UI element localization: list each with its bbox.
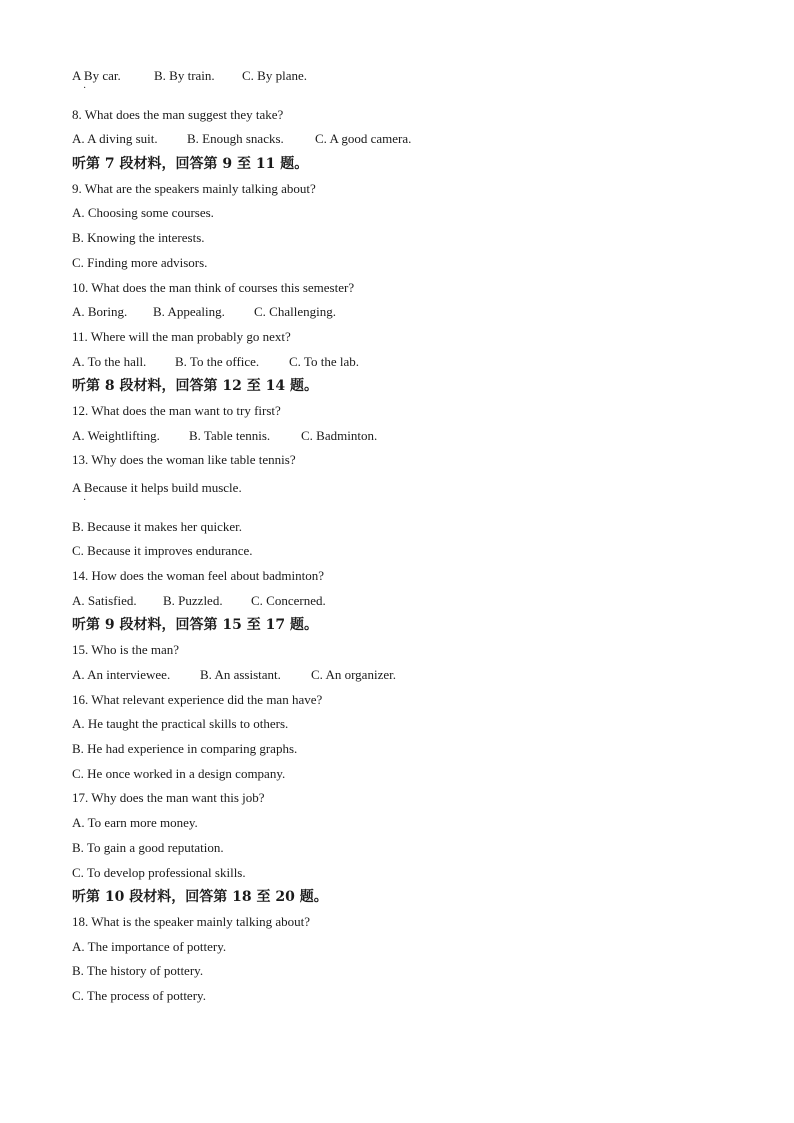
q10-option-c: C. Challenging. <box>254 304 336 319</box>
q18-question: 18. What is the speaker mainly talking about? <box>72 914 311 929</box>
q18-option-c: C. The process of pottery. <box>72 988 206 1003</box>
q13-option-b: B. Because it makes her quicker. <box>72 519 243 534</box>
q14-option-c: C. Concerned. <box>251 593 326 608</box>
q10-option-a: A. Boring. <box>72 304 128 319</box>
q13-question: 13. Why does the woman like table tennis? <box>72 452 296 467</box>
section-heading-10: 听第 10 段材料，回答第 18 至 20 题。 <box>72 889 328 905</box>
dot-mark: · <box>83 495 87 506</box>
q9-option-b: B. Knowing the interests. <box>72 230 205 245</box>
q13-option-a: A Because it helps build muscle. <box>72 480 242 495</box>
q18-option-a: A. The importance of pottery. <box>72 939 227 954</box>
q9-question: 9. What are the speakers mainly talking about? <box>72 181 316 196</box>
q12-option-a: A. Weightlifting. <box>72 428 160 443</box>
q8-options <box>72 131 412 147</box>
q12-options <box>72 428 378 444</box>
q12-option-b: B. Table tennis. <box>189 428 271 443</box>
q15-options <box>72 667 396 683</box>
q14-option-b: B. Puzzled. <box>163 593 223 608</box>
q15-option-b: B. An assistant. <box>200 667 281 682</box>
q15-option-c: C. An organizer. <box>311 667 396 682</box>
q16-option-b: B. He had experience in comparing graphs. <box>72 741 298 756</box>
q13-option-c: C. Because it improves endurance. <box>72 543 253 558</box>
q14-question: 14. How does the woman feel about badminton? <box>72 568 324 583</box>
q7-option-b: B. By train. <box>154 68 215 83</box>
q11-option-a: A. To the hall. <box>72 354 147 369</box>
q10-options <box>72 304 336 320</box>
q17-option-b: B. To gain a good reputation. <box>72 840 224 855</box>
q14-options <box>72 593 326 609</box>
q7-options <box>72 68 307 84</box>
dot-mark: · <box>83 83 87 94</box>
q16-option-a: A. He taught the practical skills to others. <box>72 716 289 731</box>
q10-option-b: B. Appealing. <box>153 304 225 319</box>
q8-question: 8. What does the man suggest they take? <box>72 107 284 122</box>
q17-option-a: A. To earn more money. <box>72 815 198 830</box>
q15-question: 15. Who is the man? <box>72 642 179 657</box>
section-heading-8: 听第 8 段材料，回答第 12 至 14 题。 <box>72 378 318 394</box>
q12-option-c: C. Badminton. <box>301 428 378 443</box>
q9-option-a: A. Choosing some courses. <box>72 205 214 220</box>
q7-option-a: A By car. <box>72 68 121 83</box>
q11-question: 11. Where will the man probably go next? <box>72 329 291 344</box>
q17-question: 17. Why does the man want this job? <box>72 790 265 805</box>
q7-option-c: C. By plane. <box>242 68 307 83</box>
q14-option-a: A. Satisfied. <box>72 593 137 608</box>
q11-option-c: C. To the lab. <box>289 354 359 369</box>
q8-option-c: C. A good camera. <box>315 131 412 146</box>
q9-option-c: C. Finding more advisors. <box>72 255 208 270</box>
section-heading-9: 听第 9 段材料，回答第 15 至 17 题。 <box>72 617 318 633</box>
section-heading-7: 听第 7 段材料，回答第 9 至 11 题。 <box>72 156 309 172</box>
q16-question: 16. What relevant experience did the man have? <box>72 692 323 707</box>
q12-question: 12. What does the man want to try first? <box>72 403 281 418</box>
q15-option-a: A. An interviewee. <box>72 667 171 682</box>
q11-options <box>72 354 359 370</box>
q8-option-a: A. A diving suit. <box>72 131 158 146</box>
q10-question: 10. What does the man think of courses this semester? <box>72 280 355 295</box>
q17-option-c: C. To develop professional skills. <box>72 865 246 880</box>
q8-option-b: B. Enough snacks. <box>187 131 284 146</box>
q16-option-c: C. He once worked in a design company. <box>72 766 286 781</box>
q11-option-b: B. To the office. <box>175 354 260 369</box>
q18-option-b: B. The history of pottery. <box>72 963 204 978</box>
